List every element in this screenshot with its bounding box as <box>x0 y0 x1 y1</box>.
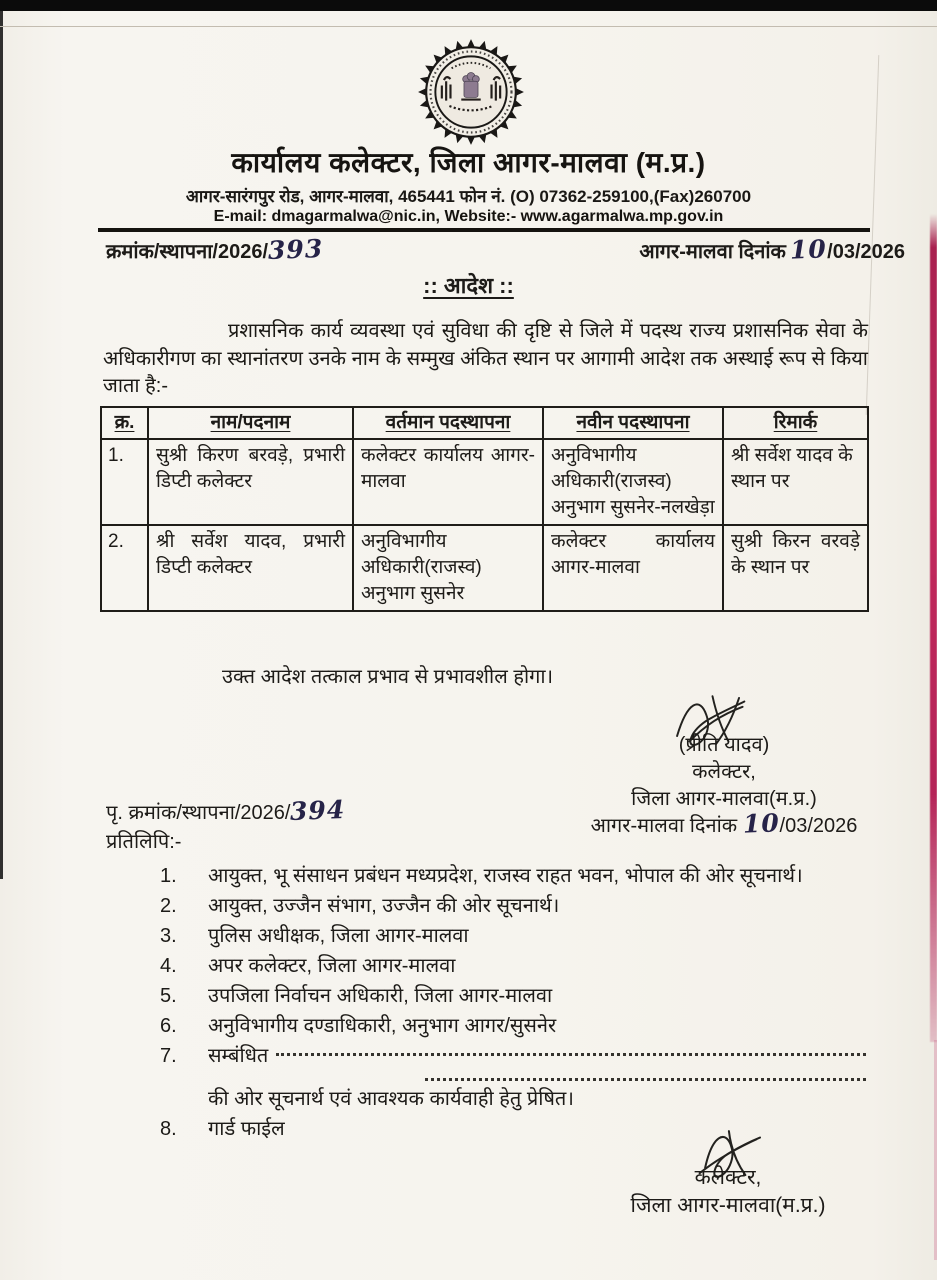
scan-magenta-edge <box>930 214 937 1042</box>
col-header-remark: रिमार्क <box>723 407 868 439</box>
cell-current-posting: कलेक्टर कार्यालय आगर-मालवा <box>353 439 543 525</box>
copy-item-number: 4. <box>160 955 177 977</box>
copy-item-number: 6. <box>160 1015 177 1037</box>
copy-item <box>160 983 866 1010</box>
ref-number-label: क्रमांक/स्थापना/2026/ <box>106 241 269 263</box>
signature-place-date <box>543 808 905 840</box>
copy-item-number: 7. <box>160 1045 177 1067</box>
dotted-leader <box>425 1071 866 1081</box>
endorsement-number-label: पृ. क्रमांक/स्थापना/2026/ <box>106 802 291 824</box>
signature-date-day-handwritten: 10 <box>742 808 780 839</box>
office-title: कार्यालय कलेक्टर, जिला आगर-मालवा (म.प्र.) <box>231 147 706 178</box>
copy-item-number: 2. <box>160 895 177 917</box>
order-title: :: आदेश :: <box>423 273 514 298</box>
cell-name: श्री सर्वेश यादव, प्रभारी डिप्टी कलेक्टर <box>148 525 353 611</box>
table-row <box>101 439 868 525</box>
cell-current-posting: अनुविभागीय अधिकारी(राजस्व) अनुभाग सुसनेर <box>353 525 543 611</box>
signatory-title: कलेक्टर, <box>692 761 756 783</box>
copy-item-number: 8. <box>160 1118 177 1140</box>
col-header-new-posting: नवीन पदस्थापना <box>543 407 723 439</box>
signatory-district: जिला आगर-मालवा(म.प्र.) <box>631 788 817 810</box>
scan-faint-line <box>0 26 937 27</box>
copy-item <box>160 953 866 980</box>
copy-item-text: सम्बंधित की ओर सूचनार्थ एवं आवश्यक कार्यवाही हेतु प्रेषित। <box>208 1043 866 1113</box>
signatory-title: कलेक्टर, <box>694 1166 762 1189</box>
collector-signature-block <box>543 690 905 840</box>
contact-line: E-mail: dmagarmalwa@nic.in, Website:- www.agarmalwa.mp.gov.in <box>213 208 724 225</box>
copy-item-text: अपर कलेक्टर, जिला आगर-मालवा <box>208 955 456 977</box>
copy-item-text: गार्ड फाईल <box>208 1118 285 1140</box>
col-header-current-posting: वर्तमान पदस्थापना <box>353 407 543 439</box>
transfer-table <box>100 406 869 612</box>
copy-item-text: पुलिस अधीक्षक, जिला आगर-मालवा <box>208 925 469 947</box>
mp-government-emblem-icon <box>417 35 525 149</box>
cell-new-posting: कलेक्टर कार्यालय आगर-मालवा <box>543 525 723 611</box>
copy-item-number: 5. <box>160 985 177 1007</box>
copy-heading: प्रतिलिपि:- <box>106 831 182 853</box>
scan-top-black-bar <box>0 0 937 11</box>
col-header-sn: क्र. <box>101 407 148 439</box>
copy-item-number: 3. <box>160 925 177 947</box>
dotted-leader <box>276 1053 866 1056</box>
cell-sn: 1. <box>101 439 148 525</box>
copies-list <box>160 863 866 1146</box>
collector-signature-block-bottom <box>563 1122 893 1220</box>
date-rest: /03/2026 <box>827 241 905 263</box>
place-date-label: आगर-मालवा दिनांक <box>639 241 786 263</box>
signature-date-rest: /03/2026 <box>779 815 858 837</box>
header-rule <box>98 228 870 232</box>
ref-number-line <box>106 234 324 265</box>
signature-place-date-label: आगर-मालवा दिनांक <box>590 815 738 837</box>
col-header-name: नाम/पदनाम <box>148 407 353 439</box>
address-line: आगर-सारंगपुर रोड, आगर-मालवा, 465441 फोन नं. (O) 07362-259100,(Fax)260700 <box>185 187 752 206</box>
cell-remark: श्री सर्वेश यादव के स्थान पर <box>723 439 868 525</box>
signatory-district: जिला आगर-मालवा(म.प्र.) <box>630 1194 826 1217</box>
copy-item-number: 1. <box>160 865 177 887</box>
cell-sn: 2. <box>101 525 148 611</box>
order-body-paragraph: प्रशासनिक कार्य व्यवस्था एवं सुविधा की दृष्टि से जिले में पदस्थ राज्य प्रशासनिक सेवा के अधिकारीगण का स्थानांतरण उनके नाम के सम्मुख अंकित स्थान पर आगामी आदेश तक अस्थाई रूप से किया जाता है:- <box>103 320 868 397</box>
effect-line: उक्त आदेश तत्काल प्रभाव से प्रभावशील होगा। <box>222 666 554 688</box>
cell-new-posting: अनुविभागीय अधिकारी(राजस्व) अनुभाग सुसनेर-नलखेड़ा <box>543 439 723 525</box>
copy-item <box>160 923 866 950</box>
copy-item <box>160 863 866 890</box>
table-header-row <box>101 407 868 439</box>
signatory-name: (प्रीति यादव) <box>678 734 770 756</box>
copy-item-text: उपजिला निर्वाचन अधिकारी, जिला आगर-मालवा <box>208 985 553 1007</box>
endorsement-number-handwritten: 394 <box>289 795 347 826</box>
copy-item-text: आयुक्त, उज्जैन संभाग, उज्जैन की ओर सूचनार्थ। <box>208 895 560 917</box>
endorsement-number-line <box>106 795 347 828</box>
copy-item <box>160 1043 866 1113</box>
ref-number-handwritten: 393 <box>267 234 324 265</box>
copy-item <box>160 893 866 920</box>
cell-remark: सुश्री किरन वरवड़े के स्थान पर <box>723 525 868 611</box>
place-date-line <box>639 234 905 265</box>
cell-name: सुश्री किरण बरवड़े, प्रभारी डिप्टी कलेक्टर <box>148 439 353 525</box>
scan-left-edge-line <box>0 11 3 879</box>
table-row <box>101 525 868 611</box>
copy-item-text: अनुविभागीय दण्डाधिकारी, अनुभाग आगर/सुसनेर <box>208 1015 557 1037</box>
date-day-handwritten: 10 <box>789 234 828 265</box>
copy-item-text: आयुक्त, भू संसाधन प्रबंधन मध्यप्रदेश, राजस्व राहत भवन, भोपाल की ओर सूचनार्थ। <box>208 865 803 887</box>
copy-item <box>160 1013 866 1040</box>
